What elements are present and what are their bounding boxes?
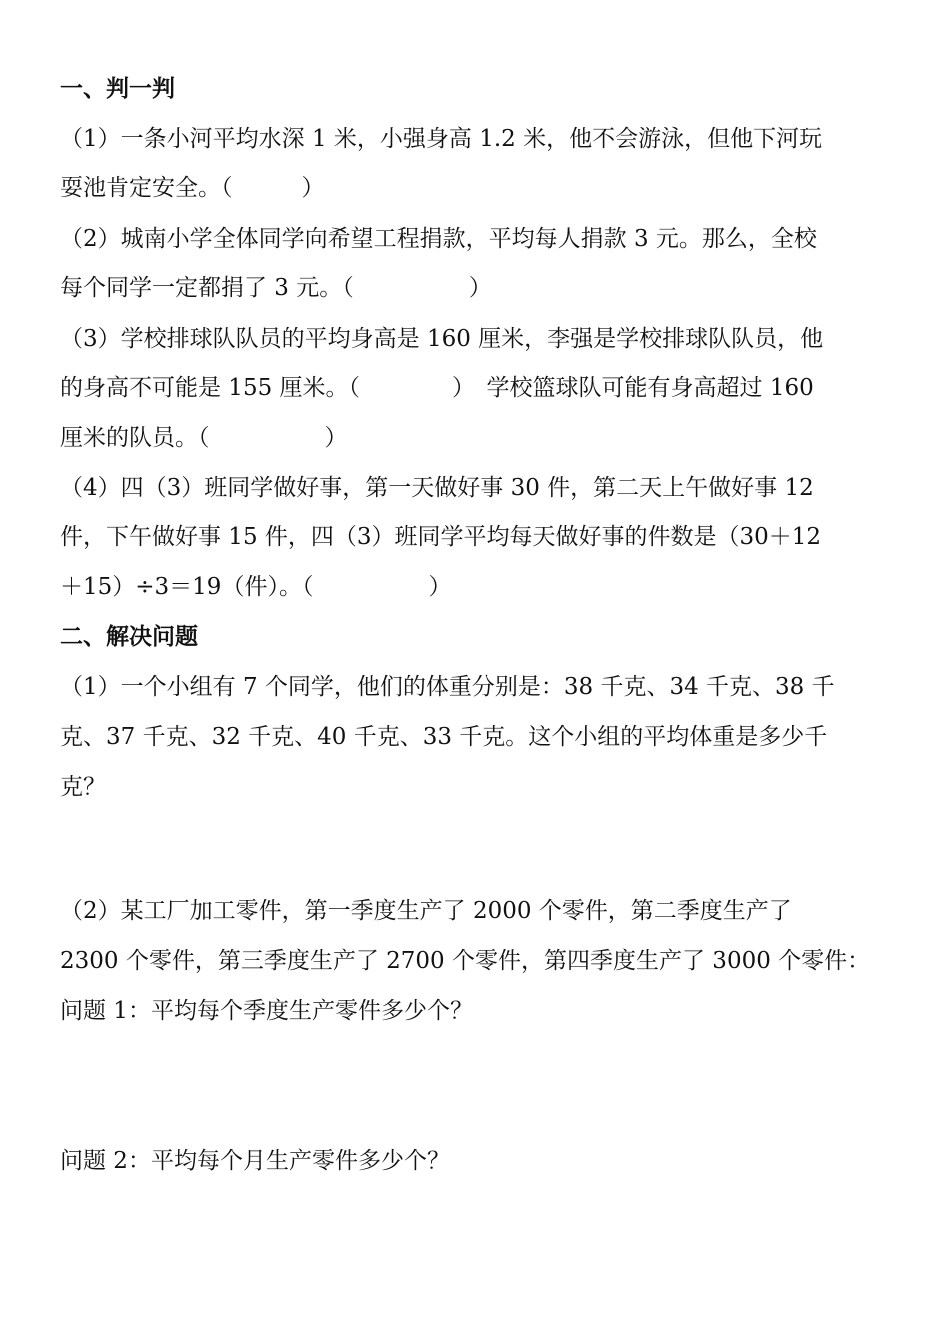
q4-line-1: （4）四（3）班同学做好事，第一天做好事 30 件，第二天上午做好事 12 [60,475,814,501]
p1-line-3: 克？ [60,774,106,800]
p2-line-2: 2300 个零件，第三季度生产了 2700 个零件，第四季度生产了 3000 个零件： [60,948,871,974]
p2-line-1: （2）某工厂加工零件，第一季度生产了 2000 个零件，第二季度生产了 [60,898,792,924]
section-heading-solve: 二、解决问题 [60,623,198,650]
p2-question-1: 问题 1：平均每个季度生产零件多少个？ [60,998,473,1024]
q2-line-2: 每个同学一定都捐了 3 元。（ ） [60,275,492,301]
q1-line-1: （1）一条小河平均水深 1 米，小强身高 1.2 米，他不会游泳，但他下河玩 [60,126,823,152]
q3-line-2: 的身高不可能是 155 厘米。（ ） 学校篮球队可能有身高超过 160 [60,375,814,401]
q4-line-3: ＋15）÷3＝19（件）。（ ） [60,574,452,600]
p2-question-2: 问题 2：平均每个月生产零件多少个？ [60,1148,450,1174]
q3-line-1: （3）学校排球队队员的平均身高是 160 厘米，李强是学校排球队队员，他 [60,326,824,352]
p1-line-1: （1）一个小组有 7 个同学，他们的体重分别是：38 千克、34 千克、38 千 [60,674,835,700]
q3-line-3: 厘米的队员。（ ） [60,425,348,451]
q2-line-1: （2）城南小学全体同学向希望工程捐款，平均每人捐款 3 元。那么，全校 [60,226,817,252]
q1-line-2: 耍池肯定安全。（ ） [60,175,325,201]
q4-line-2: 件，下午做好事 15 件，四（3）班同学平均每天做好事的件数是（30＋12 [60,524,822,550]
section-heading-judge: 一、判一判 [60,75,175,102]
p1-line-2: 克、37 千克、32 千克、40 千克、33 千克。这个小组的平均体重是多少千 [60,724,828,750]
